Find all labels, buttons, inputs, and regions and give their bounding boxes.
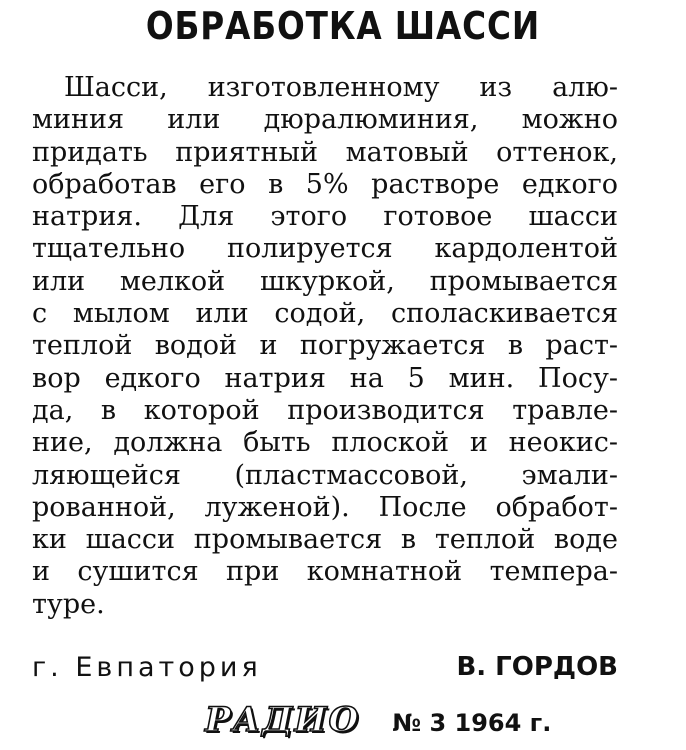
body-line: рованной, луженой). После обработ- bbox=[32, 491, 618, 523]
body-line: и сушится при комнатной темпера- bbox=[32, 556, 618, 588]
article-title: ОБРАБОТКА ШАССИ bbox=[145, 4, 541, 48]
body-line: миния или дюралюминия, можно bbox=[32, 104, 618, 136]
author-name: В. ГОРДОВ bbox=[456, 652, 618, 682]
body-line: придать приятный матовый оттенок, bbox=[32, 136, 618, 168]
body-line: теплой водой и погружается в раст- bbox=[32, 330, 618, 362]
publication-footer bbox=[205, 700, 551, 740]
body-line: тщательно полируется кардолентой bbox=[32, 233, 618, 265]
author-city: г. Евпатория bbox=[32, 652, 262, 683]
body-line: туре. bbox=[32, 588, 105, 620]
body-line: с мылом или содой, споласкивается bbox=[32, 298, 618, 330]
body-line: да, в которой производится травле- bbox=[32, 394, 618, 426]
body-line: вор едкого натрия на 5 мин. Посу- bbox=[32, 362, 618, 394]
body-line: Шасси, изготовленному из алю- bbox=[64, 72, 618, 103]
body-line: или мелкой шкуркой, промывается bbox=[32, 265, 618, 297]
body-line: натрия. Для этого готовое шасси bbox=[32, 201, 618, 233]
body-line: обработав его в 5% растворе едкого bbox=[32, 168, 618, 200]
body-line: ки шасси промывается в теплой воде bbox=[32, 524, 618, 556]
issue-number: № 3 1964 г. bbox=[392, 709, 552, 737]
body-line: ние, должна быть плоской и неокис- bbox=[32, 427, 618, 459]
article-body bbox=[32, 72, 618, 621]
body-line: ляющейся (пластмассовой, эмали- bbox=[32, 459, 618, 491]
magazine-logo: РАДИО bbox=[205, 700, 361, 740]
